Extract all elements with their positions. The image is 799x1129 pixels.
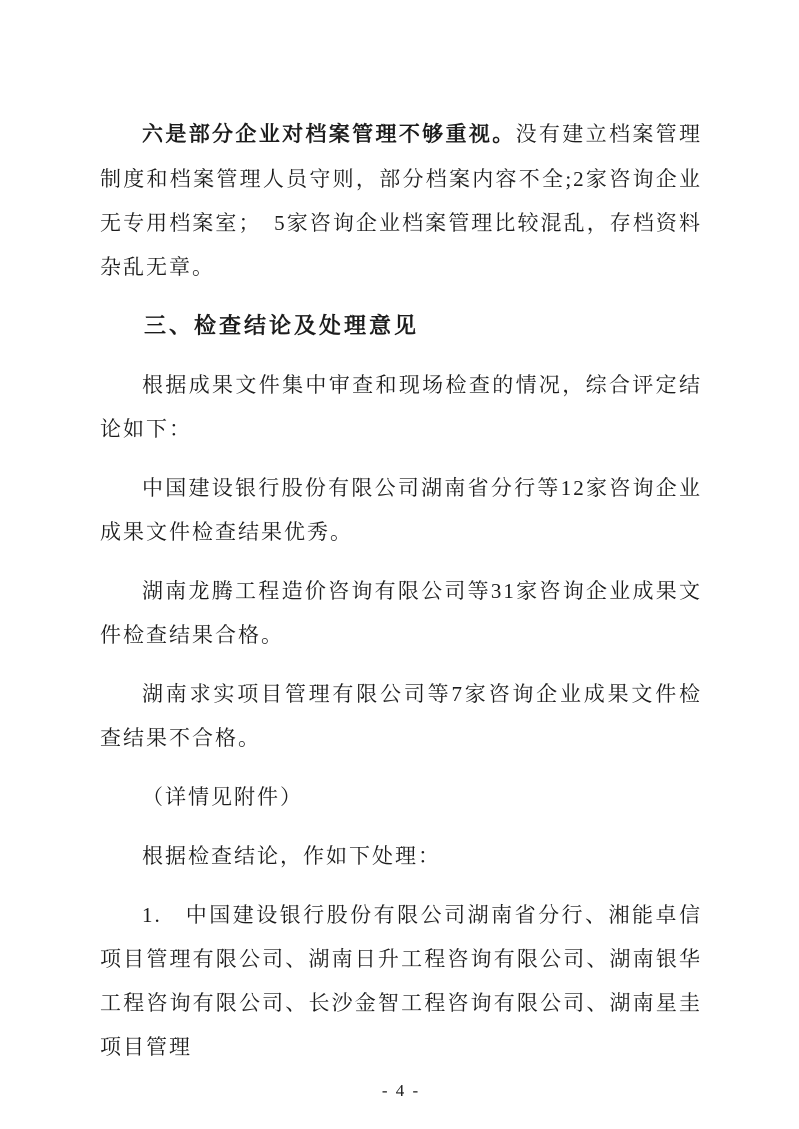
paragraph-result-qualified: 湖南龙腾工程造价咨询有限公司等31家咨询企业成果文件检查结果合格。 [100, 579, 702, 647]
paragraph-body-text: 没有建立档案管理制度和档案管理人员守则，部分档案内容不全;2家咨询企业无专用档案室； 5家咨询企业档案管理比较混乱，存档资料杂乱无章。 [100, 122, 703, 279]
section-heading-conclusions: 三、检查结论及处理意见 [144, 313, 420, 338]
paragraph-result-excellent: 中国建设银行股份有限公司湖南省分行等12家咨询企业成果文件检查结果优秀。 [100, 476, 702, 544]
paragraph-handling-item-1: 1. 中国建设银行股份有限公司湖南省分行、湘能卓信项目管理有限公司、湖南日升工程咨询有限公司、湖南银华工程咨询有限公司、长沙金智工程咨询有限公司、湖南星圭项目管理 [100, 903, 702, 1059]
paragraph-evaluation-basis: 根据成果文件集中审查和现场检查的情况，综合评定结论如下： [100, 373, 702, 441]
paragraph-handling-intro: 根据检查结论，作如下处理： [142, 844, 441, 868]
paragraph-result-unqualified: 湖南求实项目管理有限公司等7家咨询企业成果文件检查结果不合格。 [100, 682, 702, 750]
page-number: - 4 - [381, 1081, 421, 1100]
paragraph-see-attachment: （详情见附件） [142, 785, 303, 809]
paragraph-archive-management [100, 112, 702, 289]
paragraph-bold-lead: 六是部分企业对档案管理不够重视。 [142, 123, 516, 146]
